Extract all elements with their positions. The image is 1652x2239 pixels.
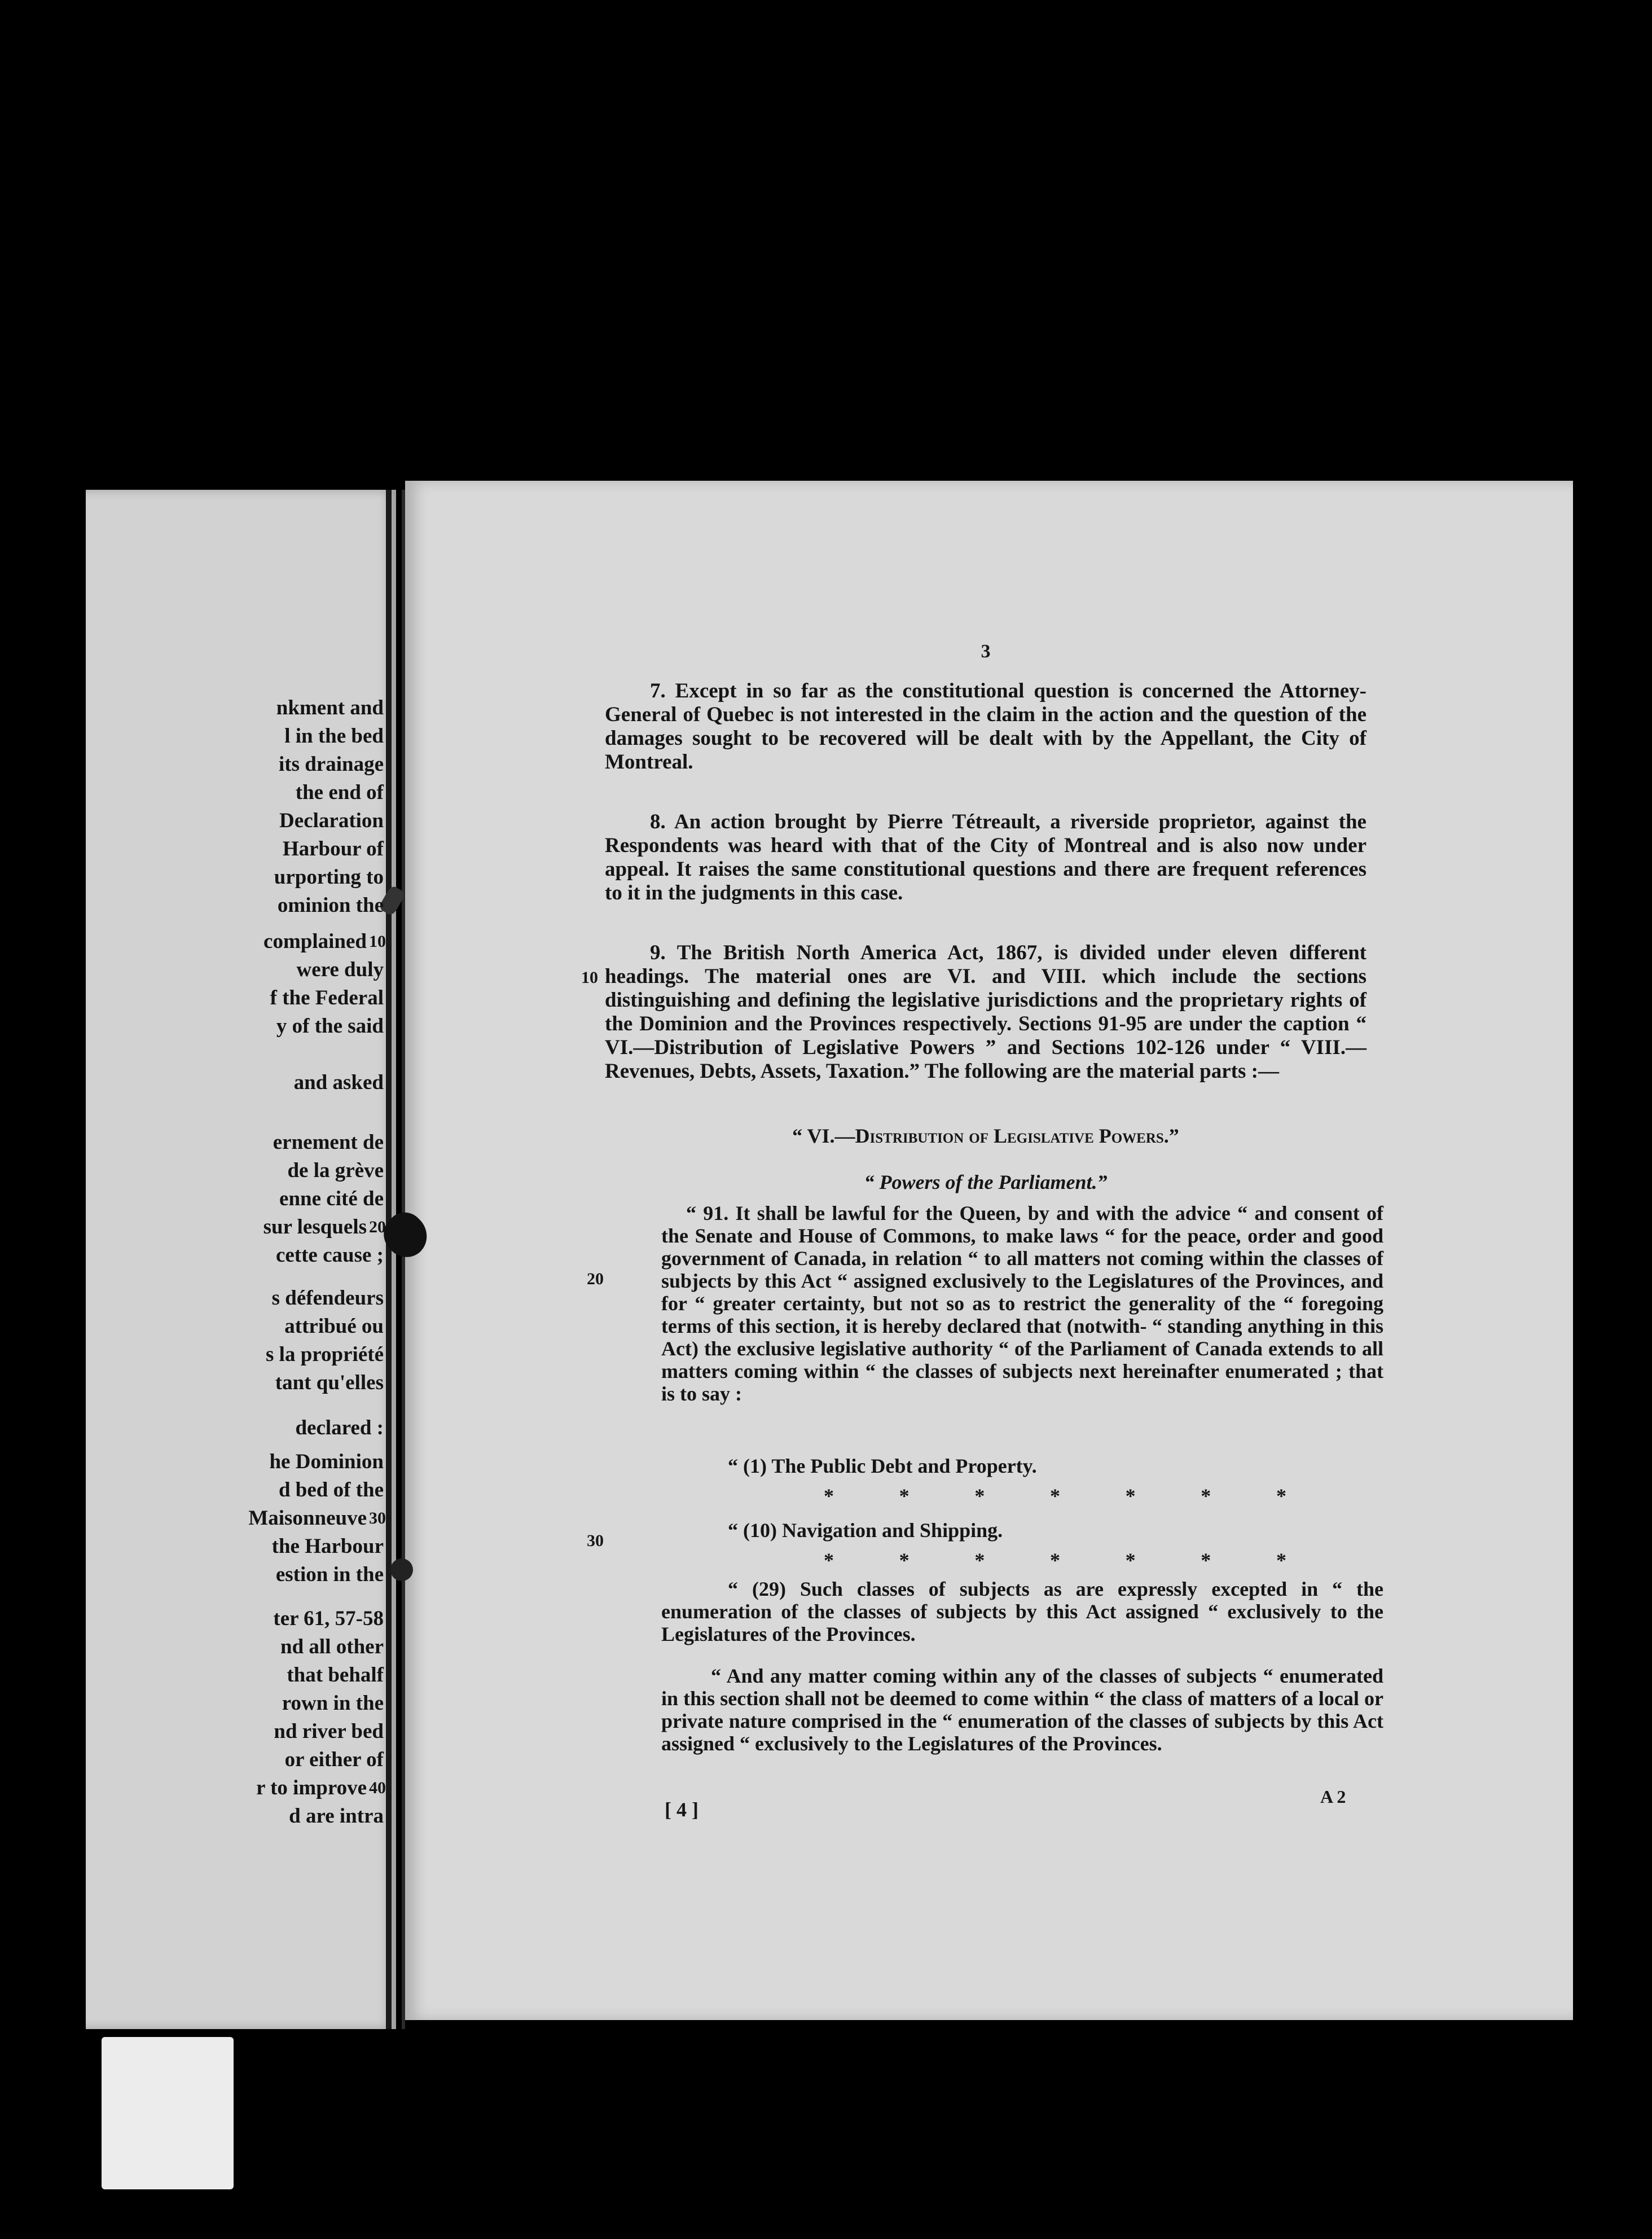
left-fragment-line bbox=[96, 1607, 395, 1631]
paragraph-text: Except in so far as the constitutional question is concerned the Attorney-General of Quebec is not interested in the claim in the action and the question of the damages sought to be recovered will be dealt with by the Appellant, the City of Montreal. bbox=[605, 679, 1367, 774]
fragment-text: Harbour of bbox=[282, 837, 384, 861]
list-item-10: “ (10) Navigation and Shipping. bbox=[728, 1519, 1003, 1542]
left-fragment-line bbox=[96, 1748, 395, 1772]
left-fragment-line bbox=[96, 1416, 395, 1440]
fragment-text: were duly bbox=[296, 958, 384, 981]
fragment-text: l in the bed bbox=[284, 725, 384, 748]
star: * bbox=[899, 1549, 910, 1571]
star: * bbox=[824, 1485, 834, 1507]
paragraph-7 bbox=[605, 679, 1367, 774]
paragraph-number: 7. bbox=[650, 679, 666, 703]
fragment-text: r to improve bbox=[256, 1776, 367, 1799]
margin-line-number: 20 bbox=[369, 1218, 386, 1236]
left-fragment-line bbox=[96, 1315, 395, 1338]
paragraph-number: 8. bbox=[650, 810, 666, 833]
left-fragment-line bbox=[96, 753, 395, 776]
left-fragment-line bbox=[96, 1015, 395, 1038]
left-fragment-line bbox=[96, 1720, 395, 1744]
footer-right: A 2 bbox=[1320, 1786, 1346, 1807]
left-fragment-line bbox=[96, 725, 395, 748]
star: * bbox=[824, 1549, 834, 1571]
white-card bbox=[102, 2037, 234, 2189]
fragment-text: de la grève bbox=[287, 1159, 384, 1182]
fragment-text: y of the said bbox=[276, 1015, 384, 1038]
paragraph-8 bbox=[605, 810, 1367, 905]
paragraph-9 bbox=[605, 941, 1367, 1083]
left-fragment-line bbox=[96, 1563, 395, 1587]
fragment-text: nkment and bbox=[276, 696, 384, 719]
margin-number-10: 10 bbox=[581, 968, 598, 987]
fragment-text: its drainage bbox=[278, 753, 384, 776]
left-fragment-line bbox=[96, 1635, 395, 1659]
section-subheading: “ Powers of the Parliament.” bbox=[864, 1171, 1108, 1193]
fragment-text: rown in the bbox=[282, 1692, 384, 1715]
fragment-text: estion in the bbox=[275, 1563, 384, 1586]
closing-paragraph: “ And any matter coming within any of the classes of subjects “ enumerated in this section shall not be deemed to come within “ the class of matters of a local or private nature comprised in the “ enumeration of the classes of subjects by this Act assigned “ exclusively to the Legislatures of the Provinces. bbox=[661, 1665, 1383, 1755]
left-fragment-line bbox=[96, 1131, 395, 1154]
paragraph-text: An action brought by Pierre Tétreault, a riverside proprietor, against the Respondents was heard with that of the City of Montreal and is also now under appeal. It raises the same constitutional questions and there are frequent references to it in the judgments in this case. bbox=[605, 810, 1367, 905]
fragment-text: s la propriété bbox=[266, 1343, 384, 1366]
section-heading: “ VI.—Distribution of Legislative Powers.” bbox=[792, 1125, 1179, 1147]
left-fragment-line bbox=[96, 1343, 395, 1367]
fragment-text: sur lesquels bbox=[263, 1215, 367, 1239]
left-fragment-line bbox=[96, 1371, 395, 1395]
fragment-text: declared : bbox=[295, 1416, 384, 1439]
fragment-text: and asked bbox=[293, 1071, 384, 1094]
left-fragment-line bbox=[96, 696, 395, 720]
fragment-text: ter 61, 57-58 bbox=[273, 1607, 384, 1630]
star: * bbox=[974, 1549, 985, 1571]
left-fragment-line bbox=[96, 1478, 395, 1502]
left-fragment-line bbox=[96, 1805, 395, 1828]
list-item-29: “ (29) Such classes of subjects as are expressly excepted in “ the enumeration of the classes of subjects by this Act assigned “ exclusively to the Legislatures of the Provinces. bbox=[661, 1578, 1383, 1645]
star: * bbox=[974, 1485, 985, 1507]
fragment-text: f the Federal bbox=[270, 986, 384, 1009]
margin-number-30: 30 bbox=[587, 1531, 604, 1550]
section-91-text: “ 91. It shall be lawful for the Queen, by and with the advice “ and consent of the Senate and House of Commons, to make laws “ for the peace, order and good government of Canada, in relation “ to all matters not coming within the classes of subjects by this Act “ assigned exclusively to the Legislatures of the Provinces, and for “ greater certainty, but not so as to restrict the generality of the “ foregoing terms of this section, it is hereby declared that (notwith- “ standing anything in this Act) the exclusive legislative authority “ of the Parliament of Canada extends to all matters coming within “ the classes of subjects next hereinafter enumerated ; that is to say : bbox=[661, 1202, 1383, 1405]
margin-line-number: 30 bbox=[369, 1509, 386, 1527]
left-fragment-line bbox=[96, 866, 395, 889]
ellipsis-stars bbox=[824, 1484, 1286, 1508]
left-fragment-line bbox=[96, 986, 395, 1010]
star: * bbox=[899, 1485, 910, 1507]
left-fragment-line bbox=[96, 781, 395, 805]
fragment-text: urporting to bbox=[274, 866, 384, 889]
fragment-text: the Harbour bbox=[271, 1535, 384, 1558]
left-fragment-line bbox=[96, 1287, 395, 1310]
page-number: 3 bbox=[981, 641, 991, 662]
fragment-text: s défendeurs bbox=[271, 1287, 384, 1310]
fragment-text: ominion the bbox=[277, 894, 384, 917]
fragment-text: or either of bbox=[284, 1748, 384, 1771]
fragment-text: d bed of the bbox=[278, 1478, 384, 1502]
left-fragment-line bbox=[96, 1244, 395, 1267]
left-fragment-line bbox=[96, 1776, 395, 1800]
fragment-text: ernement de bbox=[273, 1131, 384, 1154]
fragment-text: d are intra bbox=[289, 1805, 384, 1828]
footer-left: [ 4 ] bbox=[665, 1798, 698, 1821]
left-fragment-line bbox=[96, 809, 395, 833]
ellipsis-stars bbox=[824, 1548, 1286, 1572]
margin-line-number: 40 bbox=[369, 1779, 386, 1797]
fragment-text: enne cité de bbox=[279, 1187, 384, 1210]
star: * bbox=[1201, 1549, 1211, 1571]
left-fragment-line bbox=[96, 837, 395, 861]
paragraph-number: 9. bbox=[650, 941, 666, 964]
star: * bbox=[1049, 1485, 1060, 1507]
star: * bbox=[1201, 1485, 1211, 1507]
left-fragment-line bbox=[96, 1215, 395, 1239]
fragment-text: complained bbox=[263, 930, 367, 953]
fragment-text: the end of bbox=[295, 781, 384, 804]
paragraph-text: The British North America Act, 1867, is divided under eleven different headings. The material ones are VI. and VIII. which include the sections distinguishing and defining the legislative jurisdictions and the proprietary rights of the Dominion and the Provinces respectively. Sections 91-95 are under the caption “ VI.—Distribution of Legislative Powers ” and Sections 102-126 under “ VIII.—Revenues, Debts, Assets, Taxation.” The following are the material parts :— bbox=[605, 941, 1367, 1083]
fragment-text: nd river bed bbox=[274, 1720, 384, 1743]
fragment-text: Declaration bbox=[279, 809, 384, 832]
left-fragment-line bbox=[96, 894, 395, 917]
star: * bbox=[1049, 1549, 1060, 1571]
star: * bbox=[1125, 1549, 1136, 1571]
fragment-text: attribué ou bbox=[284, 1315, 384, 1338]
left-fragment-line bbox=[96, 1663, 395, 1687]
margin-number-20: 20 bbox=[587, 1270, 604, 1288]
star: * bbox=[1276, 1549, 1286, 1571]
fragment-text: Maisonneuve bbox=[248, 1507, 367, 1530]
margin-line-number: 10 bbox=[369, 932, 386, 951]
fragment-text: he Dominion bbox=[269, 1450, 384, 1473]
left-fragment-line bbox=[96, 1159, 395, 1183]
left-fragment-line bbox=[96, 1535, 395, 1558]
left-fragment-line bbox=[96, 958, 395, 982]
star: * bbox=[1125, 1485, 1136, 1507]
fragment-text: that behalf bbox=[287, 1663, 384, 1687]
fragment-text: cette cause ; bbox=[275, 1244, 384, 1267]
fragment-text: nd all other bbox=[280, 1635, 384, 1658]
left-fragment-line bbox=[96, 1507, 395, 1530]
left-fragment-line bbox=[96, 930, 395, 954]
left-fragment-line bbox=[96, 1071, 395, 1095]
left-fragment-line bbox=[96, 1187, 395, 1211]
fragment-text: tant qu'elles bbox=[275, 1371, 384, 1394]
left-fragment-line bbox=[96, 1450, 395, 1474]
list-item-1: “ (1) The Public Debt and Property. bbox=[728, 1455, 1037, 1477]
star: * bbox=[1276, 1485, 1286, 1507]
left-fragment-line bbox=[96, 1692, 395, 1715]
